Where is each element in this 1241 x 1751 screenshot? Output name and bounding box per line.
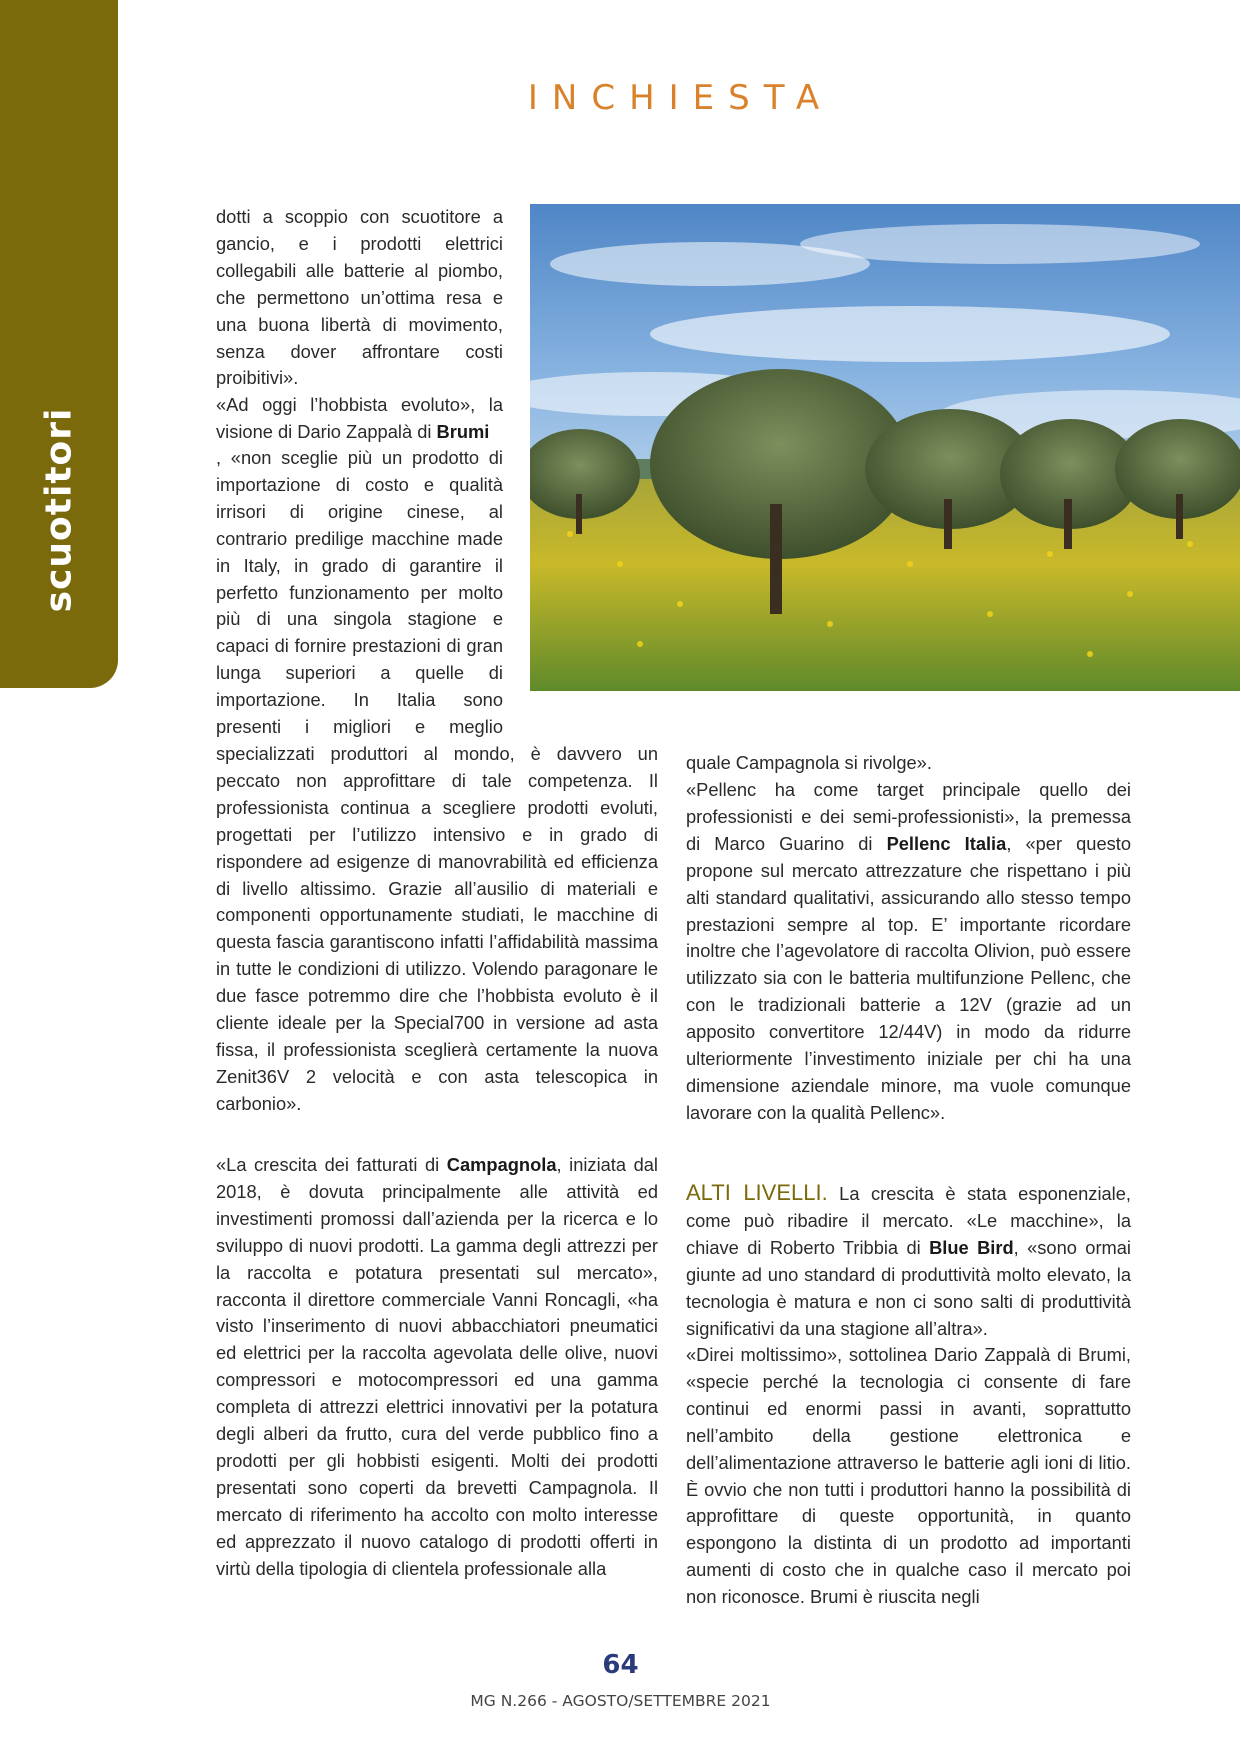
paragraph-2-intro: «Ad oggi l’hobbista evoluto», la visione di Dario Zappalà di: [216, 394, 503, 442]
paragraph-5: [686, 777, 1131, 1127]
paragraph-5-rest: , «per questo propone sul mercato attrezzature che rispettano i più alti standard qualitativi, assicurando allo stesso tempo prestazioni sempre al top. E’ importante ricordare inoltre che l’agevolatore di raccolta Olivion, può essere utilizzato sia con le batteria multifunzione Pellenc, che con le tradizionali batterie a 12V (grazie ad un apposito convertitore 12/44V) in modo da ridurre ulteriormente l’investimento iniziale per chi ha una dimensione aziendale minore, ma vuole comunque lavorare con la qualità Pellenc».: [686, 832, 1131, 1123]
paragraph-2-head: [216, 392, 503, 446]
paragraph-3-rest: , iniziata dal 2018, è dovuta principalmente alle attività ed investimenti promossi dall’azienda per la ricerca e lo sviluppo di nuovi prodotti. La gamma degli attrezzi per la raccolta e potatura presentati sul mercato», racconta il direttore commerciale Vanni Roncagli, «ha visto l’inserimento di nuovi abbacchiatori pneumatici ed elettrici per la raccolta agevolata delle olive, nuovi compressori e motocompressori ed una gamma completa di attrezzi elettrici innovativi per la potatura degli alberi da frutto, cura del verde pubblico fino a prodotti per gli hobbisti esigenti. Molti dei prodotti presentati sono coperti da brevetti Campagnola. Il mercato di riferimento ha accolto con molto interesse ed apprezzato il nuovo catalogo di prodotti offerti in virtù della tipologia di clientela professionale alla: [216, 1154, 658, 1579]
paragraph-7: «Direi moltissimo», sottolinea Dario Zappalà di Brumi, «specie perché la tecnologia ci consente di fare continui ed enormi passi in avanti, soprattutto nell’ambito della gestione elettronica e dell’alimentazione attraverso le batterie agli ioni di litio. È ovvio che non tutti i produttori hanno la possibilità di approfittare di queste opportunità, in quanto espongono la distinta di un prodotto ad importanti aumenti di costo che in qualche caso il mercato poi non riconosce. Brumi è riuscita negli: [686, 1344, 1131, 1608]
paragraph-3: [216, 1152, 658, 1583]
side-tab-label: scuotitori: [38, 407, 80, 613]
paragraph-6-intro: La crescita è stata esponenziale, come può ribadire il mercato. «Le macchine», la chiave di Roberto Tribbia di: [686, 1183, 1131, 1258]
footer-issue: MG N.266 - AGOSTO/SETTEMBRE 2021: [470, 1692, 771, 1710]
brand-pellenc-italia: Pellenc Italia: [886, 832, 1007, 854]
paragraph-2-body: [216, 445, 658, 1118]
paragraph-3-intro: «La crescita dei fatturati di: [216, 1154, 440, 1175]
paragraph-4: quale Campagnola si rivolge».: [686, 752, 932, 773]
paragraph-6: [686, 1180, 1131, 1342]
brand-brumi: Brumi: [436, 420, 490, 442]
paragraph-5-intro: «Pellenc ha come target principale quello dei professionisti e dei semi-professionisti», la premessa di Marco Guarino di: [686, 779, 1131, 854]
paragraph-1: dotti a scoppio con scuotitore a gancio, e i prodotti elettrici collegabili alle batterie al piombo, che permettono un’ottima resa e una buona libertà di movimento, senza dover affrontare costi proibitivi».: [216, 206, 503, 389]
brand-blue-bird: Blue Bird: [929, 1236, 1014, 1258]
paragraph-6-rest: , «sono ormai giunte ad uno standard di produttività molto elevato, la tecnologia è matura e non ci sono salti di produttività significativi da una stagione all’altra».: [686, 1236, 1131, 1339]
page-number: 64: [602, 1650, 639, 1680]
paragraph-2-rest: , «non sceglie più un prodotto di importazione di costo e qualità irrisori di origine cinese, al contrario predilige macchine made in Italy, in grado di garantire il perfetto funzionamento per molto più di una singola stagione e capaci di fornire prestazioni di gran lunga superiori a quelle di importazione. In Italia sono presenti i migliori e meglio specializzati produttori al mondo, è davvero un peccato non approfittare di tale competenza. Il professionista continua a scegliere prodotti evoluti, progettati per l’utilizzo intensivo e in grado di rispondere ad esigenze di manovrabilità ed efficienza di livello altissimo. Grazie all’ausilio di materiali e componenti opportunamente studiati, le macchine di questa fascia garantiscono infatti l’affidabilità massima in tutte le condizioni di utilizzo. Volendo paragonare le due fasce potremmo dire che l’hobbista evoluto è il cliente ideale per la Special700 in versione ad asta fissa, il professionista sceglierà certamente la nuova Zenit36V 2 velocità e con asta telescopica in carbonio».: [216, 447, 658, 1114]
brand-campagnola: Campagnola: [446, 1154, 557, 1175]
section-title: INCHIESTA: [527, 78, 834, 118]
subhead-alti-livelli: ALTI LIVELLI.: [686, 1180, 828, 1205]
